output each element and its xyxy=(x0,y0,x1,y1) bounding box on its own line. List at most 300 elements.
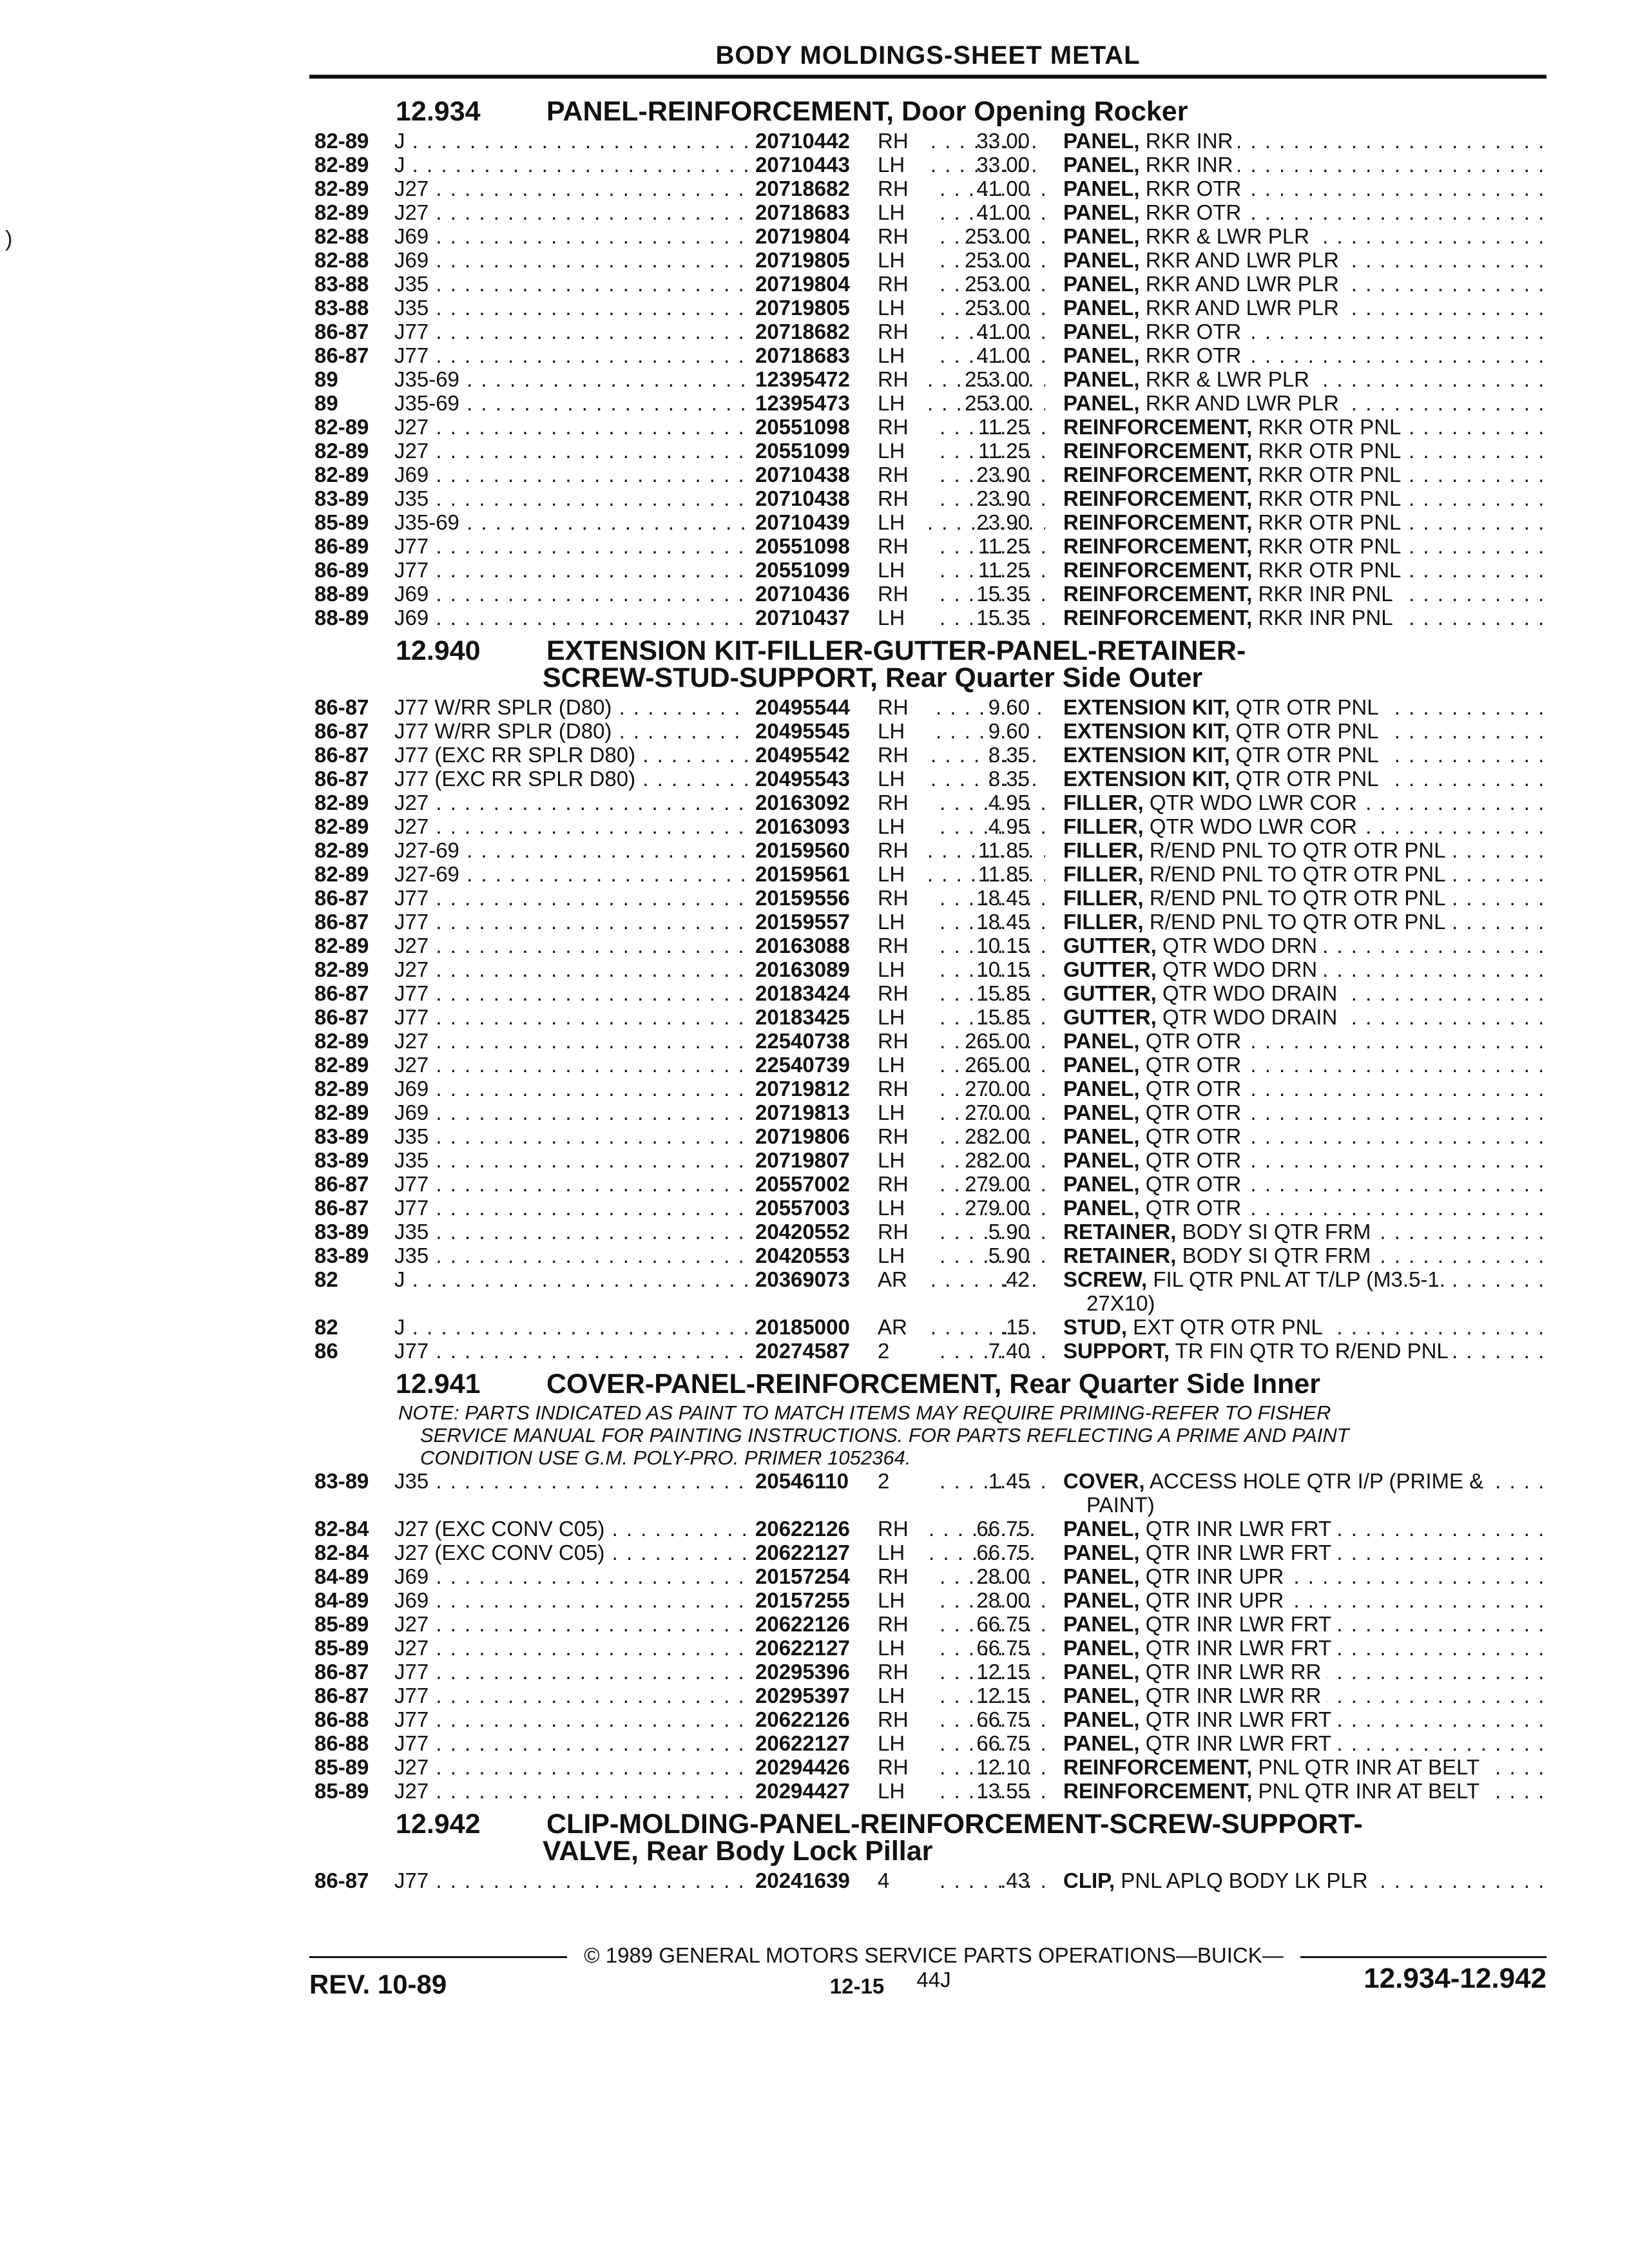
model-year: 86-89 xyxy=(314,558,369,582)
model-code: J77 . . . xyxy=(394,320,1045,343)
part-detail: ACCESS HOLE QTR I/P (PRIME & xyxy=(1144,1469,1484,1493)
part-name: REINFORCEMENT, xyxy=(1063,415,1253,439)
part-number: 20546110 xyxy=(750,1469,929,1493)
part-name: PANEL, xyxy=(1063,1588,1140,1612)
side-qty: RH xyxy=(878,791,909,814)
part-detail: QTR WDO LWR COR xyxy=(1143,814,1357,838)
side-qty: RH xyxy=(878,1517,909,1541)
part-description-text xyxy=(1063,934,1322,957)
price: 11.25 xyxy=(978,534,1030,558)
price: 15.35 xyxy=(976,582,1030,606)
price: 23.90 xyxy=(976,510,1030,534)
price: .42 xyxy=(1000,1267,1030,1291)
part-detail: RKR OTR PNL xyxy=(1252,463,1402,486)
table-row xyxy=(314,957,1552,981)
part-number: 20185000 xyxy=(750,1315,929,1339)
price: 5.90 xyxy=(988,1220,1030,1244)
part-description-text xyxy=(1063,1077,1246,1100)
model-year: 83-89 xyxy=(314,1244,369,1267)
model-code: J77 . . . xyxy=(394,1707,1045,1731)
price: 282.00 xyxy=(965,1124,1030,1148)
side-qty: RH xyxy=(878,320,909,343)
model-code: J27 . . . xyxy=(394,439,1045,463)
part-description-text xyxy=(1063,534,1406,558)
part-number: 20551099 xyxy=(750,558,929,582)
part-description-text xyxy=(1063,1684,1326,1707)
part-description-text xyxy=(1063,1315,1328,1339)
part-name: GUTTER, xyxy=(1063,934,1157,957)
part-description-text xyxy=(1063,1172,1246,1196)
model-year: 86 xyxy=(314,1339,338,1363)
part-name: REINFORCEMENT, xyxy=(1063,463,1253,486)
model-year: 86-87 xyxy=(314,743,369,767)
part-name: FILLER, xyxy=(1063,838,1144,862)
price: 12.15 xyxy=(976,1660,1030,1684)
part-detail: QTR INR LWR FRT xyxy=(1139,1707,1332,1731)
part-description-text xyxy=(1063,886,1451,910)
model-code: J77 . . . xyxy=(394,1172,1045,1196)
section-note xyxy=(398,1401,1532,1469)
part-name: FILLER, xyxy=(1063,791,1144,814)
price: 28.00 xyxy=(976,1564,1030,1588)
part-name: PANEL, xyxy=(1063,1660,1140,1684)
table-row xyxy=(314,248,1552,272)
side-qty: LH xyxy=(878,343,905,367)
price: 41.00 xyxy=(976,320,1030,343)
part-detail: RKR INR xyxy=(1139,153,1233,177)
side-qty: LH xyxy=(878,767,905,791)
part-name: SCREW, xyxy=(1063,1267,1148,1291)
part-description-text xyxy=(1063,1660,1326,1684)
model-year: 82-89 xyxy=(314,1029,369,1053)
model-year: 86-87 xyxy=(314,767,369,791)
part-description-text xyxy=(1063,1755,1485,1779)
part-description xyxy=(1063,1779,1553,1803)
part-detail: RKR OTR xyxy=(1139,320,1242,343)
section-title-line: CLIP-MOLDING-PANEL-REINFORCEMENT-SCREW-SUPPORT- xyxy=(546,1809,1363,1840)
table-row xyxy=(314,367,1552,391)
side-qty: AR xyxy=(878,1315,907,1339)
model-year: 83-89 xyxy=(314,1220,369,1244)
price: 66.75 xyxy=(976,1636,1030,1660)
price: 11.85 xyxy=(978,862,1030,886)
model-year: 83-89 xyxy=(314,1469,369,1493)
price: 4.95 xyxy=(988,814,1030,838)
part-detail: BODY SI QTR FRM xyxy=(1176,1220,1371,1244)
table-row xyxy=(314,1517,1552,1541)
part-detail: QTR INR LWR RR xyxy=(1139,1660,1322,1684)
footer-rule-right xyxy=(1300,1956,1547,1958)
part-description-text xyxy=(1063,367,1315,391)
part-description-text xyxy=(1063,814,1362,838)
model-code: J77 . . . xyxy=(394,981,1045,1005)
model-year: 82-89 xyxy=(314,862,369,886)
price: 41.00 xyxy=(976,343,1030,367)
part-number: 20718683 xyxy=(750,200,929,224)
part-detail: RKR OTR PNL xyxy=(1252,439,1402,463)
part-name: PANEL, xyxy=(1063,248,1140,272)
header-rule xyxy=(309,75,1547,79)
part-description xyxy=(1063,1100,1553,1124)
part-description xyxy=(1063,272,1553,296)
model-code: J27-69 . . . xyxy=(394,862,1045,886)
part-detail: QTR OTR xyxy=(1139,1029,1242,1053)
part-description xyxy=(1063,1267,1553,1315)
part-name: FILLER, xyxy=(1063,886,1144,910)
side-qty: 4 xyxy=(878,1869,890,1892)
model-code: J35 . . . xyxy=(394,1469,1045,1493)
part-number: 20369073 xyxy=(750,1267,929,1291)
part-description-text xyxy=(1063,719,1384,743)
side-qty: RH xyxy=(878,743,909,767)
model-code: J77 . . . xyxy=(394,1660,1045,1684)
model-code: J69 . . . xyxy=(394,1100,1045,1124)
table-row xyxy=(314,606,1552,629)
part-description xyxy=(1063,1869,1553,1892)
price: 13.55 xyxy=(976,1779,1030,1803)
side-qty: LH xyxy=(878,296,905,320)
part-number: 12395472 xyxy=(750,367,929,391)
part-detail: FIL QTR PNL AT T/LP (M3.5-1. xyxy=(1147,1267,1445,1291)
model-code: J35 . . . xyxy=(394,1124,1045,1148)
table-row xyxy=(314,129,1552,153)
model-code: J77 . . . xyxy=(394,343,1045,367)
part-detail: R/END PNL TO QTR OTR PNL xyxy=(1143,862,1446,886)
note-line: SERVICE MANUAL FOR PAINTING INSTRUCTIONS. FOR PARTS REFLECTING A PRIME AND PAINT xyxy=(420,1424,1349,1446)
section-title-line: SCREW-STUD-SUPPORT, Rear Quarter Side Outer xyxy=(543,662,1203,693)
part-detail: BODY SI QTR FRM xyxy=(1176,1244,1371,1267)
part-description-text xyxy=(1063,1124,1246,1148)
price: 279.00 xyxy=(965,1196,1030,1220)
side-qty: RH xyxy=(878,177,909,200)
part-detail: QTR INR LWR FRT xyxy=(1139,1636,1332,1660)
part-description xyxy=(1063,534,1553,558)
section-number: 12.934 xyxy=(396,96,481,127)
part-description-text xyxy=(1063,415,1406,439)
table-row xyxy=(314,200,1552,224)
part-description xyxy=(1063,1244,1553,1267)
side-qty: 2 xyxy=(878,1339,890,1363)
side-qty: LH xyxy=(878,719,905,743)
model-year: 82-89 xyxy=(314,791,369,814)
part-detail: PNL APLQ BODY LK PLR xyxy=(1115,1869,1368,1892)
price: 41.00 xyxy=(976,200,1030,224)
part-detail-continued: 27X10) xyxy=(1063,1291,1155,1315)
price: 282.00 xyxy=(965,1148,1030,1172)
model-code: J35 . . . xyxy=(394,1220,1045,1244)
part-description-text xyxy=(1063,695,1384,719)
side-qty: LH xyxy=(878,248,905,272)
side-qty: AR xyxy=(878,1267,907,1291)
part-description-text xyxy=(1063,1779,1485,1803)
table-row xyxy=(314,719,1552,743)
table-row xyxy=(314,320,1552,343)
part-name: PANEL, xyxy=(1063,1731,1140,1755)
part-detail: QTR INR LWR FRT xyxy=(1139,1612,1332,1636)
part-number: 20183425 xyxy=(750,1005,929,1029)
part-description xyxy=(1063,886,1553,910)
part-detail: QTR INR UPR xyxy=(1139,1564,1284,1588)
price: .15 xyxy=(1000,1315,1030,1339)
side-qty: RH xyxy=(878,463,909,486)
price: 12.15 xyxy=(976,1684,1030,1707)
part-description xyxy=(1063,1339,1553,1363)
section-title xyxy=(546,1370,1552,1398)
part-name: GUTTER, xyxy=(1063,981,1157,1005)
part-description-text xyxy=(1063,1564,1289,1588)
part-name: CLIP, xyxy=(1063,1869,1115,1892)
section-heading xyxy=(314,637,1552,691)
part-name: PANEL, xyxy=(1063,367,1140,391)
model-code: J27 . . . xyxy=(394,1029,1045,1053)
part-detail: RKR & LWR PLR xyxy=(1139,224,1309,248)
part-name: GUTTER, xyxy=(1063,1005,1157,1029)
part-description-text xyxy=(1063,177,1246,200)
model-code: J77 . . . xyxy=(394,1684,1045,1707)
model-year: 82-88 xyxy=(314,224,369,248)
part-number: 20622127 xyxy=(750,1541,929,1564)
part-name: PANEL, xyxy=(1063,1636,1140,1660)
part-description xyxy=(1063,1220,1553,1244)
model-code: J . . . xyxy=(394,1315,1045,1339)
model-code: J27 . . . xyxy=(394,1053,1045,1077)
part-number: 20710438 xyxy=(750,486,929,510)
part-description xyxy=(1063,1588,1553,1612)
part-number: 20274587 xyxy=(750,1339,929,1363)
model-code: J27 . . . xyxy=(394,957,1045,981)
side-qty: LH xyxy=(878,1588,905,1612)
part-number: 20495544 xyxy=(750,695,929,719)
part-description xyxy=(1063,981,1553,1005)
part-description-text xyxy=(1063,510,1406,534)
part-description-text xyxy=(1063,343,1246,367)
price: 11.25 xyxy=(978,415,1030,439)
part-description xyxy=(1063,1172,1553,1196)
table-row xyxy=(314,534,1552,558)
part-description-text xyxy=(1063,910,1451,934)
part-detail: QTR INR LWR RR xyxy=(1139,1684,1322,1707)
model-year: 82-89 xyxy=(314,463,369,486)
model-year: 86-89 xyxy=(314,534,369,558)
part-description xyxy=(1063,910,1553,934)
part-number: 20622127 xyxy=(750,1731,929,1755)
part-description-text xyxy=(1063,558,1406,582)
part-detail: RKR OTR PNL xyxy=(1252,415,1402,439)
side-qty: RH xyxy=(878,838,909,862)
side-qty: LH xyxy=(878,1684,905,1707)
model-code: J27 . . . xyxy=(394,1636,1045,1660)
model-code: J77 . . . xyxy=(394,886,1045,910)
part-description xyxy=(1063,296,1553,320)
model-year: 83-89 xyxy=(314,1124,369,1148)
part-name: EXTENSION KIT, xyxy=(1063,743,1230,767)
table-row xyxy=(314,1564,1552,1588)
model-code: J27 . . . xyxy=(394,934,1045,957)
side-qty: LH xyxy=(878,957,905,981)
part-description-text xyxy=(1063,1869,1373,1892)
part-description-text xyxy=(1063,767,1384,791)
part-number: 20622127 xyxy=(750,1636,929,1660)
part-detail: QTR WDO LWR COR xyxy=(1143,791,1357,814)
part-number: 20710438 xyxy=(750,463,929,486)
part-number: 20495545 xyxy=(750,719,929,743)
table-row xyxy=(314,981,1552,1005)
part-description-text xyxy=(1063,1267,1451,1291)
price: 33.00 xyxy=(976,153,1030,177)
model-year: 85-89 xyxy=(314,1755,369,1779)
part-detail: RKR OTR xyxy=(1139,343,1242,367)
side-qty: RH xyxy=(878,534,909,558)
part-name: PANEL, xyxy=(1063,153,1140,177)
table-row xyxy=(314,791,1552,814)
part-number: 20420553 xyxy=(750,1244,929,1267)
part-number: 20557003 xyxy=(750,1196,929,1220)
part-detail: RKR AND LWR PLR xyxy=(1139,296,1339,320)
side-qty: RH xyxy=(878,981,909,1005)
side-qty: LH xyxy=(878,510,905,534)
part-description xyxy=(1063,439,1553,463)
part-number: 20710437 xyxy=(750,606,929,629)
part-detail: QTR OTR PNL xyxy=(1229,695,1379,719)
part-name: EXTENSION KIT, xyxy=(1063,719,1230,743)
part-number: 20719813 xyxy=(750,1100,929,1124)
part-number: 20295396 xyxy=(750,1660,929,1684)
part-description-text xyxy=(1063,272,1344,296)
model-year: 83-88 xyxy=(314,272,369,296)
part-description-text xyxy=(1063,200,1246,224)
section-title xyxy=(546,98,1552,125)
side-qty: RH xyxy=(878,886,909,910)
part-detail: RKR AND LWR PLR xyxy=(1139,391,1339,415)
model-code: J77 (EXC RR SPLR D80) . . . xyxy=(394,767,1045,791)
part-detail: QTR WDO DRAIN xyxy=(1156,1005,1338,1029)
table-row xyxy=(314,1869,1552,1892)
part-detail: R/END PNL TO QTR OTR PNL xyxy=(1143,910,1446,934)
model-year: 82-89 xyxy=(314,153,369,177)
part-detail: QTR INR UPR xyxy=(1139,1588,1284,1612)
part-number: 12395473 xyxy=(750,391,929,415)
price: 23.90 xyxy=(976,463,1030,486)
table-row xyxy=(314,343,1552,367)
model-code: J27 . . . xyxy=(394,415,1045,439)
part-name: REINFORCEMENT, xyxy=(1063,606,1253,629)
table-row xyxy=(314,1077,1552,1100)
part-detail: RKR & LWR PLR xyxy=(1139,367,1309,391)
table-row xyxy=(314,463,1552,486)
price: 265.00 xyxy=(965,1029,1030,1053)
table-row xyxy=(314,558,1552,582)
part-detail: RKR AND LWR PLR xyxy=(1139,272,1339,296)
table-row xyxy=(314,1588,1552,1612)
side-qty: RH xyxy=(878,1220,909,1244)
model-year: 85-89 xyxy=(314,1779,369,1803)
side-qty: RH xyxy=(878,1707,909,1731)
model-year: 82-89 xyxy=(314,814,369,838)
part-description xyxy=(1063,1029,1553,1053)
side-qty: RH xyxy=(878,224,909,248)
margin-mark: ) xyxy=(5,227,13,251)
model-year: 86-88 xyxy=(314,1731,369,1755)
model-year: 82-89 xyxy=(314,1053,369,1077)
part-name: COVER, xyxy=(1063,1469,1145,1493)
part-description-text xyxy=(1063,439,1406,463)
table-row xyxy=(314,838,1552,862)
table-row xyxy=(314,177,1552,200)
price: 4.95 xyxy=(988,791,1030,814)
part-detail: RKR OTR PNL xyxy=(1252,486,1402,510)
part-description-text xyxy=(1063,248,1344,272)
model-code: J77 W/RR SPLR (D80) . . . xyxy=(394,695,1045,719)
part-description-text xyxy=(1063,981,1342,1005)
table-row xyxy=(314,695,1552,719)
side-qty: LH xyxy=(878,153,905,177)
part-description xyxy=(1063,1612,1553,1636)
part-number: 20295397 xyxy=(750,1684,929,1707)
model-year: 86-87 xyxy=(314,1869,369,1892)
part-number: 20710436 xyxy=(750,582,929,606)
model-year: 82-84 xyxy=(314,1517,369,1541)
price: 66.75 xyxy=(976,1731,1030,1755)
price: 33.00 xyxy=(976,129,1030,153)
part-description-text xyxy=(1063,838,1451,862)
part-description-text xyxy=(1063,1220,1376,1244)
price: 253.00 xyxy=(965,296,1030,320)
model-year: 85-89 xyxy=(314,1636,369,1660)
part-number: 20163092 xyxy=(750,791,929,814)
part-description xyxy=(1063,1124,1553,1148)
part-description-text xyxy=(1063,1541,1336,1564)
table-row xyxy=(314,391,1552,415)
model-code: J69 . . . xyxy=(394,1588,1045,1612)
side-qty: LH xyxy=(878,862,905,886)
part-number: 22540738 xyxy=(750,1029,929,1053)
table-row xyxy=(314,1707,1552,1731)
part-description xyxy=(1063,791,1553,814)
side-qty: RH xyxy=(878,415,909,439)
part-name: FILLER, xyxy=(1063,910,1144,934)
table-row xyxy=(314,1779,1552,1803)
model-year: 82-89 xyxy=(314,200,369,224)
part-description xyxy=(1063,695,1553,719)
side-qty: LH xyxy=(878,439,905,463)
table-row xyxy=(314,510,1552,534)
part-detail: RKR OTR PNL xyxy=(1252,534,1402,558)
part-number: 20551098 xyxy=(750,534,929,558)
part-description-text xyxy=(1063,486,1406,510)
part-number: 20495542 xyxy=(750,743,929,767)
model-year: 83-89 xyxy=(314,1148,369,1172)
price: 41.00 xyxy=(976,177,1030,200)
part-name: REINFORCEMENT, xyxy=(1063,439,1253,463)
part-description-text xyxy=(1063,582,1398,606)
model-code: J77 . . . xyxy=(394,910,1045,934)
model-code: J77 . . . xyxy=(394,1869,1045,1892)
table-row xyxy=(314,1339,1552,1363)
section-heading xyxy=(314,98,1552,125)
table-row xyxy=(314,1220,1552,1244)
model-year: 84-89 xyxy=(314,1588,369,1612)
part-description-text xyxy=(1063,1517,1336,1541)
side-qty: RH xyxy=(878,1172,909,1196)
model-code: J69 . . . xyxy=(394,248,1045,272)
side-qty: LH xyxy=(878,1541,905,1564)
side-qty: RH xyxy=(878,486,909,510)
table-row xyxy=(314,1660,1552,1684)
part-name: PANEL, xyxy=(1063,1517,1140,1541)
model-year: 82-89 xyxy=(314,129,369,153)
part-number: 20719812 xyxy=(750,1077,929,1100)
price: 18.45 xyxy=(976,910,1030,934)
